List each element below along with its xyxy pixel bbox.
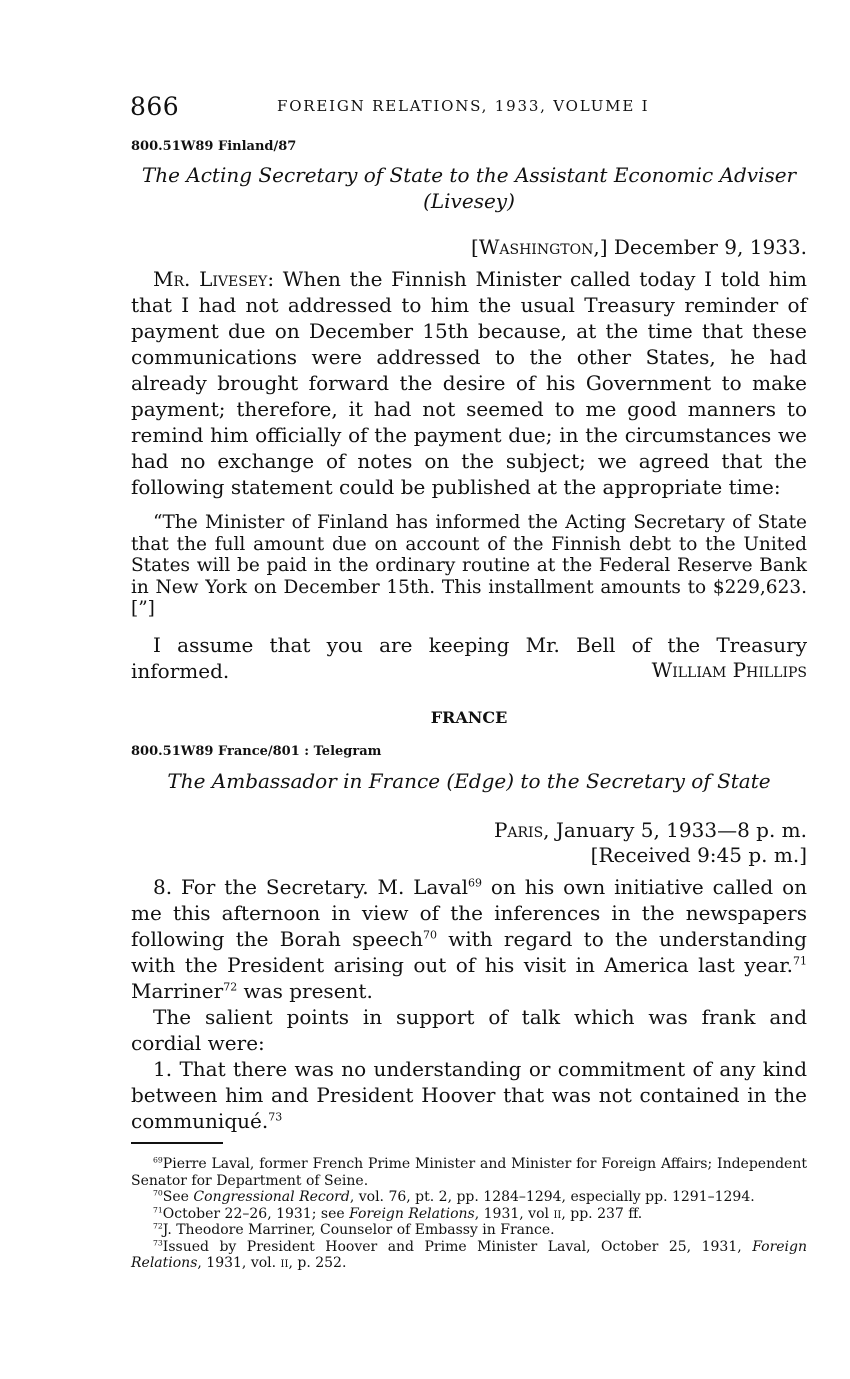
document-title-france: The Ambassador in France (Edge) to the Secretary of State — [167, 769, 771, 793]
dateline-france — [131, 818, 807, 843]
received-note: [Received 9:45 p. m.] — [590, 843, 807, 867]
footnote-72: $^{72}$J. Theodore Marriner, Counselor of Embassy in France. — [153, 1221, 555, 1238]
document-title-finland — [131, 162, 807, 214]
footnote-ref-71: 71 — [793, 954, 807, 968]
signature: William Phillips — [651, 658, 807, 682]
telegram-paragraph-2: The salient points in support of talk which was frank and cordial were: — [131, 1005, 807, 1055]
footnote-ref-69: 69 — [468, 876, 483, 890]
closing-paragraph: I assume that you are keeping Mr. Bell of the Treasury informed. — [131, 633, 807, 683]
footnote-divider — [131, 1142, 223, 1144]
footnote-73: $^{73}$Issued by President Hoover and Prime Minister Laval, October 25, 1931, Foreign Relations, 1931, vol. ii, p. 252. — [131, 1237, 807, 1271]
footnote-ref-73: 73 — [268, 1110, 283, 1124]
telegram-paragraph-3: 1. That there was no understanding or commitment of any kind between him and President Hoover that was not contained in the communiqué.$^{73}$ — [131, 1057, 807, 1133]
dateline-date: December 9, 1933. — [613, 235, 807, 259]
page-number: 866 — [130, 92, 180, 121]
footnote-69: $^{69}$Pierre Laval, former French Prime Minister and Minister for Foreign Affairs; Independent Senator for Department of Seine. — [131, 1155, 807, 1189]
footnote-ref-70: 70 — [422, 928, 437, 942]
salutation: Mr. Livesey — [153, 267, 268, 291]
title-line-2: (Livesey) — [423, 189, 515, 213]
section-heading: FRANCE — [430, 708, 508, 727]
footnote-71: $^{71}$October 22–26, 1931; see Foreign Relations, 1931, vol ii, pp. 237 ff. — [153, 1204, 643, 1222]
telegram-paragraph-1: 8. For the Secretary. M. Laval$^{69}$ on his own initiative called on me this afternoon in view of the inferences in the newspapers following the Borah speech$^{70}$ with regard to the understanding with the President arising out of his visit in America last year.$^{71}$ Marriner$^{72}$ was present. — [131, 875, 807, 1003]
memo-paragraph — [131, 266, 807, 500]
file-reference-france: 800.51W89 France/801 : Telegram — [131, 744, 382, 759]
running-title: FOREIGN RELATIONS, 1933, VOLUME I — [277, 97, 650, 115]
dateline-finland: [Washington,] December 9, 1933. — [471, 235, 807, 259]
quoted-statement: “The Minister of Finland has informed the Acting Secretary of State that the full amount due on account of the Finnish debt to the United States will be paid in the ordinary routine at the Federal Reserve Bank in New York on December 15th. This installment amounts to $229,623.[”] — [131, 512, 807, 619]
memo-text: : When the Finnish Minister called today I told him that I had not addressed to him the usual Treasury reminder of payment due on December 15th because, at the time that these communications were addressed to the other States, he had already brought forward the desire of his Government to make payment; therefore, it had not seemed to me good manners to remind him officially of the payment due; in the circumstances we had no exchange of notes on the subject; we agreed that the following statement could be published at the appropriate time: — [131, 267, 808, 499]
footnotes — [131, 1156, 807, 1272]
file-reference-finland: 800.51W89 Finland/87 — [131, 139, 297, 154]
footnote-70: $^{70}$See Congressional Record, vol. 76, pt. 2, pp. 1284–1294, especially pp. 1291–1294. — [153, 1188, 755, 1205]
footnote-ref-72: 72 — [223, 980, 238, 994]
dateline-place: Washington, — [478, 235, 600, 259]
dateline-place-paris: Paris, — [493, 818, 550, 842]
title-line-1: The Acting Secretary of State to the Assistant Economic Adviser — [141, 163, 797, 187]
dateline-time: January 5, 1933—8 p. m. — [555, 818, 807, 842]
